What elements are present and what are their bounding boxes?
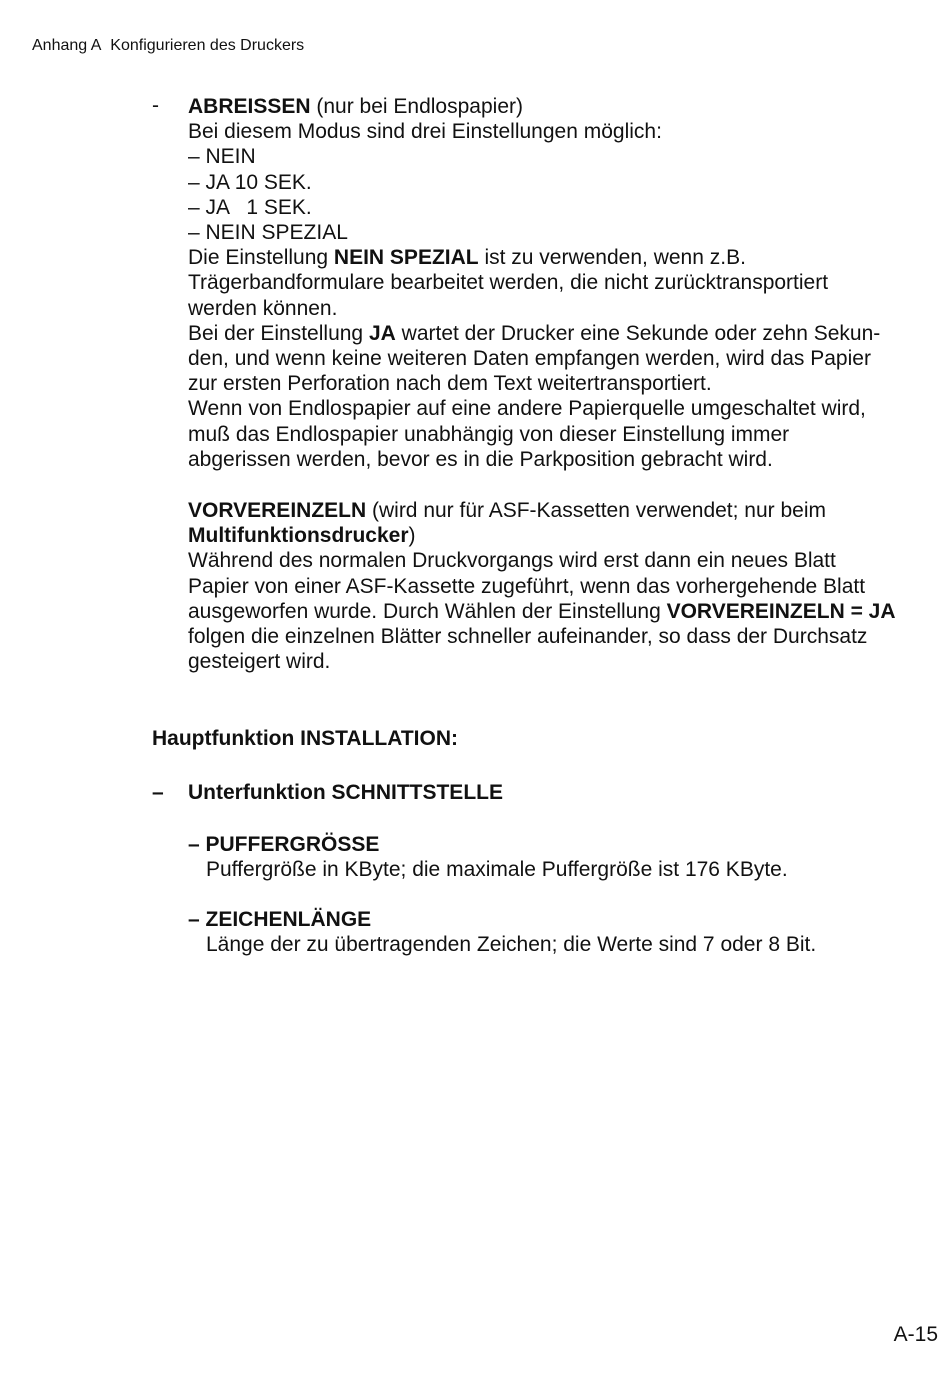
puffer-title: – PUFFERGRÖSSE (188, 833, 380, 856)
p1-line2: Trägerbandformulare bearbeitet werden, die nicht zurücktransportiert (188, 271, 829, 295)
vv-line1 (188, 498, 896, 523)
header-chapter: Anhang A (32, 37, 102, 54)
p1-post: ist zu verwenden, wenn z.B. (478, 246, 746, 270)
vorvereinzeln-section (188, 498, 896, 674)
vv-l2-bold: Multifunktionsdrucker (188, 524, 409, 548)
p3-line2: muß das Endlospapier unabhängig von dieser Einstellung immer (188, 422, 790, 446)
header-title: Konfigurieren des Druckers (110, 37, 305, 54)
option-nein-spezial: – NEIN SPEZIAL (188, 221, 348, 245)
page-number: A-15 (893, 1323, 938, 1346)
option-nein: – NEIN (188, 145, 256, 169)
p2-line3: zur ersten Perforation nach dem Text weitertransportiert. (188, 372, 712, 396)
p3-line1: Wenn von Endlospapier auf eine andere Papierquelle umgeschaltet wird, (188, 397, 866, 421)
abreissen-intro: Bei diesem Modus sind drei Einstellungen möglich: (188, 120, 662, 144)
vv-l2-post: ) (408, 524, 416, 548)
running-header (32, 37, 304, 55)
sub-dash: – (152, 781, 164, 804)
abreissen-bullet: - (152, 94, 159, 117)
p1-pre: Die Einstellung (188, 246, 334, 270)
vv-line2 (188, 523, 896, 548)
vv-l5-pre: ausgeworfen wurde. Durch Wählen der Einstellung (188, 599, 667, 623)
zeichen-title: – ZEICHENLÄNGE (188, 908, 372, 931)
p3-line3: abgerissen werden, bevor es in die Parkposition gebracht wird. (188, 447, 773, 471)
vv-l5-bold: VORVEREINZELN = JA (666, 599, 896, 623)
option-ja-1: – JA 1 SEK. (188, 195, 312, 219)
vv-line6: folgen die einzelnen Blätter schneller aufeinander, so dass der Durchsatz (188, 625, 868, 649)
p2-bold: JA (368, 321, 396, 345)
abreissen-title-line (188, 94, 880, 119)
p2-pre: Bei der Einstellung (188, 321, 369, 345)
option-ja-10: – JA 10 SEK. (188, 170, 312, 194)
sub-heading: Unterfunktion SCHNITTSTELLE (188, 781, 503, 804)
abreissen-note: (nur bei Endlospapier) (310, 95, 523, 118)
p2-line2: den, und wenn keine weiteren Daten empfangen werden, wird das Papier (188, 347, 871, 371)
vv-label: VORVEREINZELN (188, 499, 367, 522)
p2-line1 (188, 321, 880, 346)
abreissen-label: ABREISSEN (188, 95, 311, 118)
vv-line3: Während des normalen Druckvorgangs wird erst dann ein neues Blatt (188, 549, 836, 573)
vv-line7: gesteigert wird. (188, 650, 331, 674)
p1-line1 (188, 245, 880, 270)
p1-line3: werden können. (188, 296, 338, 320)
p1-bold: NEIN SPEZIAL (333, 246, 479, 270)
abreissen-section (188, 94, 880, 472)
vv-line5 (188, 599, 896, 624)
p2-post: wartet der Drucker eine Sekunde oder zehn Sekun- (395, 321, 881, 345)
puffer-text: Puffergröße in KByte; die maximale Puffergröße ist 176 KByte. (206, 858, 788, 881)
zeichen-text: Länge der zu übertragenden Zeichen; die Werte sind 7 oder 8 Bit. (206, 933, 817, 956)
vv-note: (wird nur für ASF-Kassetten verwendet; nur beim (366, 499, 827, 522)
vv-line4: Papier von einer ASF-Kassette zugeführt, wenn das vorhergehende Blatt (188, 574, 866, 598)
installation-heading: Hauptfunktion INSTALLATION: (152, 727, 458, 750)
